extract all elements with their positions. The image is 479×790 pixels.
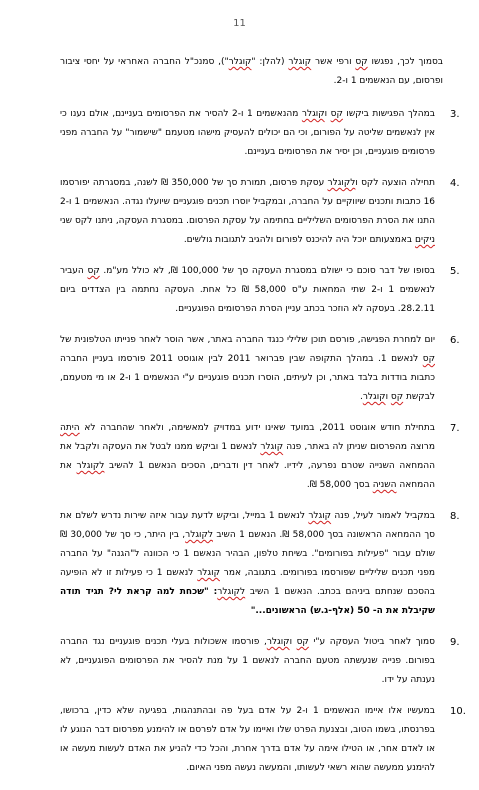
intro-paragraph	[60, 53, 443, 91]
marked-word: לקוגלר	[327, 178, 356, 188]
paragraph-item	[60, 507, 460, 621]
text-segment: ו	[289, 637, 297, 647]
marked-word: קס	[390, 392, 404, 402]
marked-word: לקוגלר	[185, 530, 213, 540]
marked-word: קס	[87, 266, 100, 276]
marked-word: ניקים	[415, 235, 435, 245]
marked-word: קס	[296, 637, 309, 647]
text-segment: בסך 58,000 ₪.	[306, 480, 373, 490]
paragraph-item	[60, 702, 466, 778]
paragraph-number: 10.	[450, 706, 466, 717]
text-segment: לנאשם 1. במהלך התקופה שבין פברואר 2011 לבין אוגוסט 2011 פורסמו בעניין החברה כתבות בודדות בלבד באתר, וכן לעיתים, הוסרו תכנים פוגעניים ע"י הנאשמים 1 ו-2 או מי מטעמם, לבקשת	[60, 354, 435, 402]
text-segment: בתחילת חודש אוגוסט 2011, במועד שאינו ידוע במדויק למאשימה, ולאחר שהחברה לא	[79, 423, 435, 433]
paragraph-number: 6.	[450, 335, 460, 346]
marked-word: לקוגלר	[217, 587, 246, 597]
text-segment: לנאשם 1 כי פעילות זו לא הופיעה בהסכם שנחתם ביניהם בכתב. הנאשם 1 השיב	[60, 568, 436, 597]
text-segment: סמוך לאחר ביטול העסקה ע"י	[308, 637, 435, 647]
text-segment: לנאשם 1 וביקש ממנו לבטל את העסקה ולקבל את ההמחאה השנייה שטרם נפרעה, לידיו. לאחר דין ודברים, הסכים הנאשם 1 להשיב	[60, 442, 436, 471]
marked-word: קס	[330, 109, 343, 119]
text-segment: .	[359, 392, 363, 402]
paragraph-item	[60, 262, 460, 319]
name-kugler: קוגלר	[228, 57, 252, 67]
marked-word: לקוגלר	[76, 461, 105, 471]
paragraph-item	[60, 419, 460, 495]
text-segment: בסמוך לכך, נפגשו	[367, 57, 443, 67]
paragraph-number: 9.	[450, 637, 460, 648]
marked-word: קוגלר	[301, 109, 325, 119]
text-segment: "), סמנכ"ל החברה האחראי על יחסי ציבור ופרסום, עם הנאשמים 1 ו-2.	[60, 57, 443, 86]
text-segment: לנאשם 1 במייל, וביקש לדעת עבור איזה שירות נדרש לשלם את סך ההמחאה הראשונה בסך 58,000 ₪. הנאשם 1 השיב	[60, 511, 436, 540]
text-segment: במעשיו אלו איימו הנאשמים 1 ו-2 על אדם בעל פה ובהתנהגות, בפגיעה שלא כדין, ברכושו, בפרנסתו, בשמו הטוב, ובצנעת הפרט שלו ואיימו על אדם לפרסם או להימנע מפרסום דבר הנוגע לו או לאדם אחר, או הטילו אימה על אדם בדרך אחרת, והכל כדי להניע את האדם לעשות מעשה או להימנע ממעשה שהוא רשאי לעשותו, והמעשה נעשה מפני האיום.	[60, 706, 435, 773]
text-segment: ו	[324, 109, 331, 119]
numbered-paragraphs	[60, 105, 466, 778]
marked-word: קוגלר	[266, 637, 290, 647]
marked-word: היתה	[60, 423, 80, 433]
paragraph-item	[60, 174, 460, 250]
marked-word: קס	[422, 354, 435, 364]
marked-word: קוגלר	[260, 442, 284, 452]
text-segment: :	[208, 587, 218, 597]
text-segment: מהנאשמים 1 ו-2 להסיר את הפרסומים בעניינם, אולם נענו כי אין לנאשמים שליטה על הפורום, וכי הם יכולים להעסיק מישהו מטעמם "שישמור" על החברה מפני פרסומים פוגעניים, וכן יסיר את הפרסומים בעניינם.	[60, 109, 435, 157]
name-kugler: קוגלר	[288, 57, 312, 67]
text-segment: , פורסמו אשכולות בעלי תכנים פוגעניים נגד החברה בפורום. פנייה שנעשתה מטעם החברה לנאשם 1 על מנת להסיר את הפרסומים הפוגעניים, לא נענתה על ידו.	[60, 637, 435, 685]
text-segment: באמצעותם יוכל היה להיכנס לפורום ולהגיב לתגובות גולשים.	[183, 235, 415, 245]
paragraph-number: 7.	[450, 423, 460, 434]
paragraph-number: 3.	[450, 109, 460, 120]
paragraph-number: 5.	[450, 266, 460, 277]
text-segment: יום למחרת הפגישה, פורסם תוכן שלילי כנגד החברה באתר, אשר הוסר לאחר פנייתו הטלפונית של	[60, 335, 435, 345]
text-segment: ו	[385, 392, 391, 402]
paragraph-number: 8.	[450, 511, 460, 522]
paragraph-number: 4.	[450, 178, 460, 189]
marked-word: קוגלר	[308, 511, 332, 521]
text-segment: "שכחת למה קראת לי? תגיד תודה שקיבלת את ה- 50 (אלף-ג.ש) הראשונים..."	[60, 587, 435, 616]
text-segment: במהלך הפגישות ביקשו	[342, 109, 435, 119]
text-segment: את ההמחאה	[60, 461, 435, 490]
paragraph-item	[60, 105, 460, 162]
marked-word: קוגלר	[362, 392, 386, 402]
page-number: 11	[233, 18, 246, 29]
text-segment: מרוצה מהפרסום שניתן לה באתר, פנה	[283, 442, 435, 452]
document-body	[60, 44, 466, 790]
text-segment: תחילה הוצעה לקס ו	[355, 178, 435, 188]
text-segment: עסקת פרסום, תמורת סך של 350,000 ₪ לשנה, במסגרתה יפורסמו 16 כתבות ותכנים שיווקיים על החברה, ובמקביל יוסרו תכנים פוגעניים שיועלו נגדה. הנאשמים 1 ו-2 התנו את הסרת הפרסומים השליליים בחתימה על עסקת הפרסום. במסגרת העסקה, ניתנו לקס שני	[60, 178, 436, 226]
text-segment: בסופו של דבר סוכם כי ישולם במסגרת העסקה סך של 100,000 ₪, לא כולל מע"מ.	[99, 266, 435, 276]
text-segment: (להלן: "	[251, 57, 289, 67]
marked-word: קוגלר	[197, 568, 220, 578]
marked-word: השניה	[372, 480, 397, 490]
name-kes: קס	[355, 57, 368, 67]
text-segment: ורפי אשר	[311, 57, 356, 67]
text-segment: במקביל לאמור לעיל, פנה	[331, 511, 435, 521]
paragraph-item	[60, 633, 460, 690]
paragraph-item	[60, 331, 460, 407]
text-segment: העביר לנאשמים 1 ו-2 שתי המחאות ע"ס 58,000 ₪ כל אחת. העסקה נחתמה בין הצדדים ביום 28.2.11. בעסקה לא הוזכר בכתב עניין הסרת הפרסומים הפוגעניים.	[60, 266, 435, 314]
text-segment: , בין היתר, כי סך של 30,000 ₪ שולם עבור "פעילות בפורומים". בשיחת טלפון, הבהיר הנאשם 1 כי הכוונה ל"הגנה" על החברה מפני תכנים שליליים שפורסמו בפורומים. בתגובה, אמר	[60, 530, 436, 578]
